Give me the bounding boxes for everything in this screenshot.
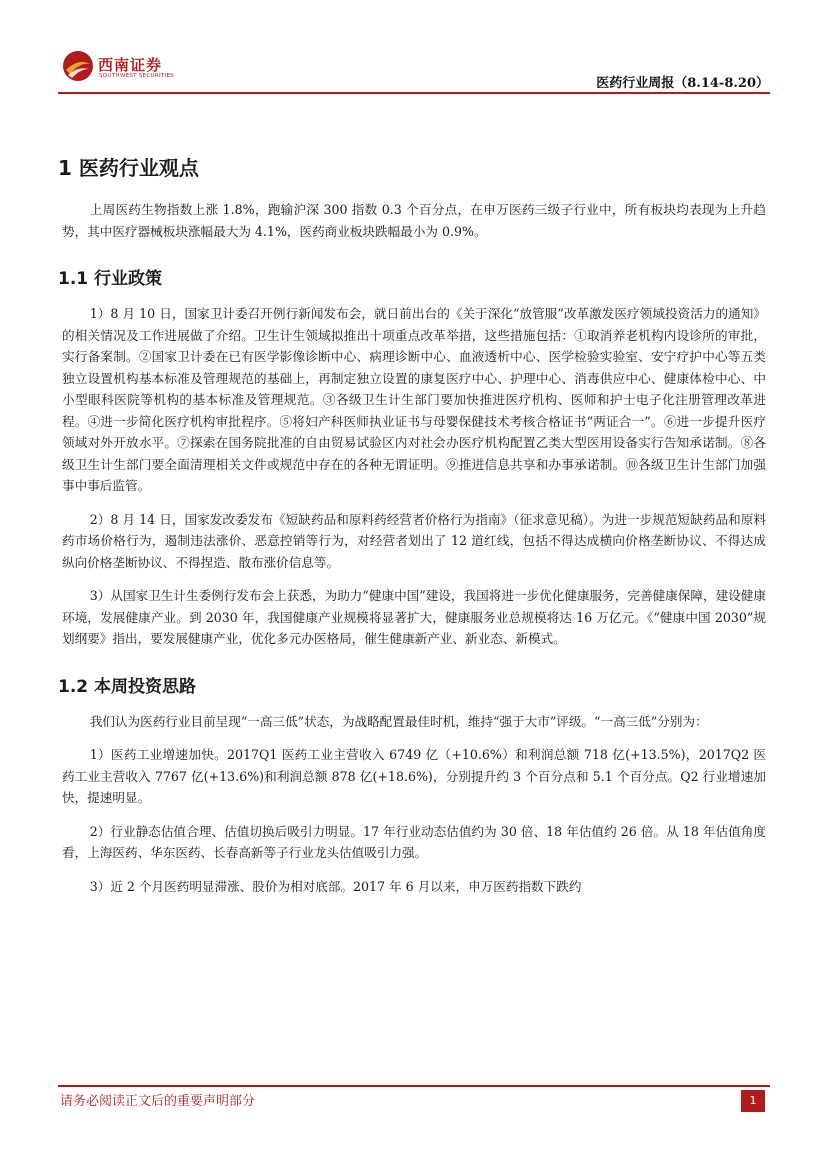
page-number: 1 — [741, 1090, 765, 1112]
section-1-1-heading: 1.1 行业政策 — [58, 269, 163, 289]
policy-paragraph-1: 1）8 月 10 日，国家卫计委召开例行新闻发布会，就日前出台的《关于深化“放管服”改革激发医疗领域投资活力的通知》的相关情况及工作进展做了介绍。卫生计生领域拟推出十项重点改革举措，这些措施包括：①取消养老机构内设诊所的审批，实行备案制。②国家卫计委在已有医学影像诊断中心、病理诊断中心、血液透析中心、医学检验实验室、安宁疗护中心等五类独立设置机构基本标准及管理规范的基础上，再制定独立设置的康复医疗中心、护理中心、消毒供应中心、健康体检中心、中小型眼科医院等机构的基本标准及管理规范。③各级卫生计生部门要加快推进医疗机构、医师和护士电子化注册管理改革进程。④进一步简化医疗机构审批程序。⑤将妇产科医师执业证书与母婴保健技术考核合格证书“两证合一”。⑥进一步提升医疗领域对外开放水平。⑦探索在国务院批准的自由贸易试验区内对社会办医疗机构配置乙类大型医用设备实行告知承诺制。⑧各级卫生计生部门要全面清理相关文件或规范中存在的各种无谓证明。⑨推进信息共享和办事承诺制。⑩各级卫生计生部门加强事中事后监管。 — [62, 306, 766, 493]
footer-divider — [58, 1085, 770, 1087]
policy-paragraph-3: 3）从国家卫生计生委例行发布会上获悉，为助力“健康中国”建设，我国将进一步优化健康服务，完善健康保障，建设健康环境，发展健康产业。到 2030 年，我国健康产业规模将显著扩大，健康服务业总规模将达 16 万亿元。《“健康中国 2030”规划纲要》指出，要发展健康产业，优化多元办医格局，催生健康新产业、新业态、新模式。 — [62, 588, 766, 646]
investment-paragraph-intro: 我们认为医药行业目前呈现“一高三低”状态，为战略配置最佳时机，维持“强于大市”评级。“一高三低”分别为： — [89, 713, 708, 729]
report-title: 医药行业周报（8.14-8.20） — [596, 76, 769, 91]
footer-disclaimer: 请务必阅读正文后的重要声明部分 — [60, 1094, 256, 1109]
company-logo — [62, 50, 192, 86]
investment-paragraph-3: 3）近 2 个月医药明显滞涨、股价为相对底部。2017 年 6 月以来，申万医药指数下跌约 — [89, 878, 582, 894]
policy-paragraph-2: 2）8 月 14 日，国家发改委发布《短缺药品和原料药经营者价格行为指南》（征求意见稿）。为进一步规范短缺药品和原料药市场价格行为，遏制违法涨价、恶意控销等行为，对经营者划出了 12 道红线，包括不得达成横向价格垄断协议、不得达成纵向价格垄断协议、不得捏造、散布涨价信息等。 — [62, 511, 766, 570]
investment-paragraph-2: 2）行业静态估值合理、估值切换后吸引力明显。17 年行业动态估值约为 30 倍、18 年估值约 26 倍。从 18 年估值角度看，上海医药、华东医药、长春高新等子行业龙头估值吸引力强。 — [62, 823, 766, 860]
report-body — [58, 152, 770, 909]
logo-english-name: SOUTHWEST SECURITIES — [99, 73, 175, 79]
section-1-2-heading: 1.2 本周投资思路 — [58, 676, 197, 697]
section-1-heading: 1 医药行业观点 — [58, 156, 199, 180]
page-header — [0, 0, 827, 96]
header-divider — [58, 92, 770, 94]
company-logo-icon — [62, 50, 94, 82]
investment-paragraph-1: 1）医药工业增速加快。2017Q1 医药工业主营收入 6749 亿（+10.6%）和利润总额 718 亿(+13.5%)，2017Q2 医药工业主营收入 7767 亿(+13.6%)和利润总额 878 亿(+18.6%)，分别提升约 3 个百分点和 5.1 个百分点。Q2 行业增速加快，提速明显。 — [62, 747, 766, 805]
logo-chinese-name: 西南证券 — [98, 56, 163, 74]
section-1-intro: 上周医药生物指数上涨 1.8%，跑输沪深 300 指数 0.3 个百分点，在申万医药三级子行业中，所有板块均表现为上升趋势，其中医疗器械板块涨幅最大为 4.1%，医药商业板块跌幅最小为 0.9%。 — [62, 202, 766, 239]
